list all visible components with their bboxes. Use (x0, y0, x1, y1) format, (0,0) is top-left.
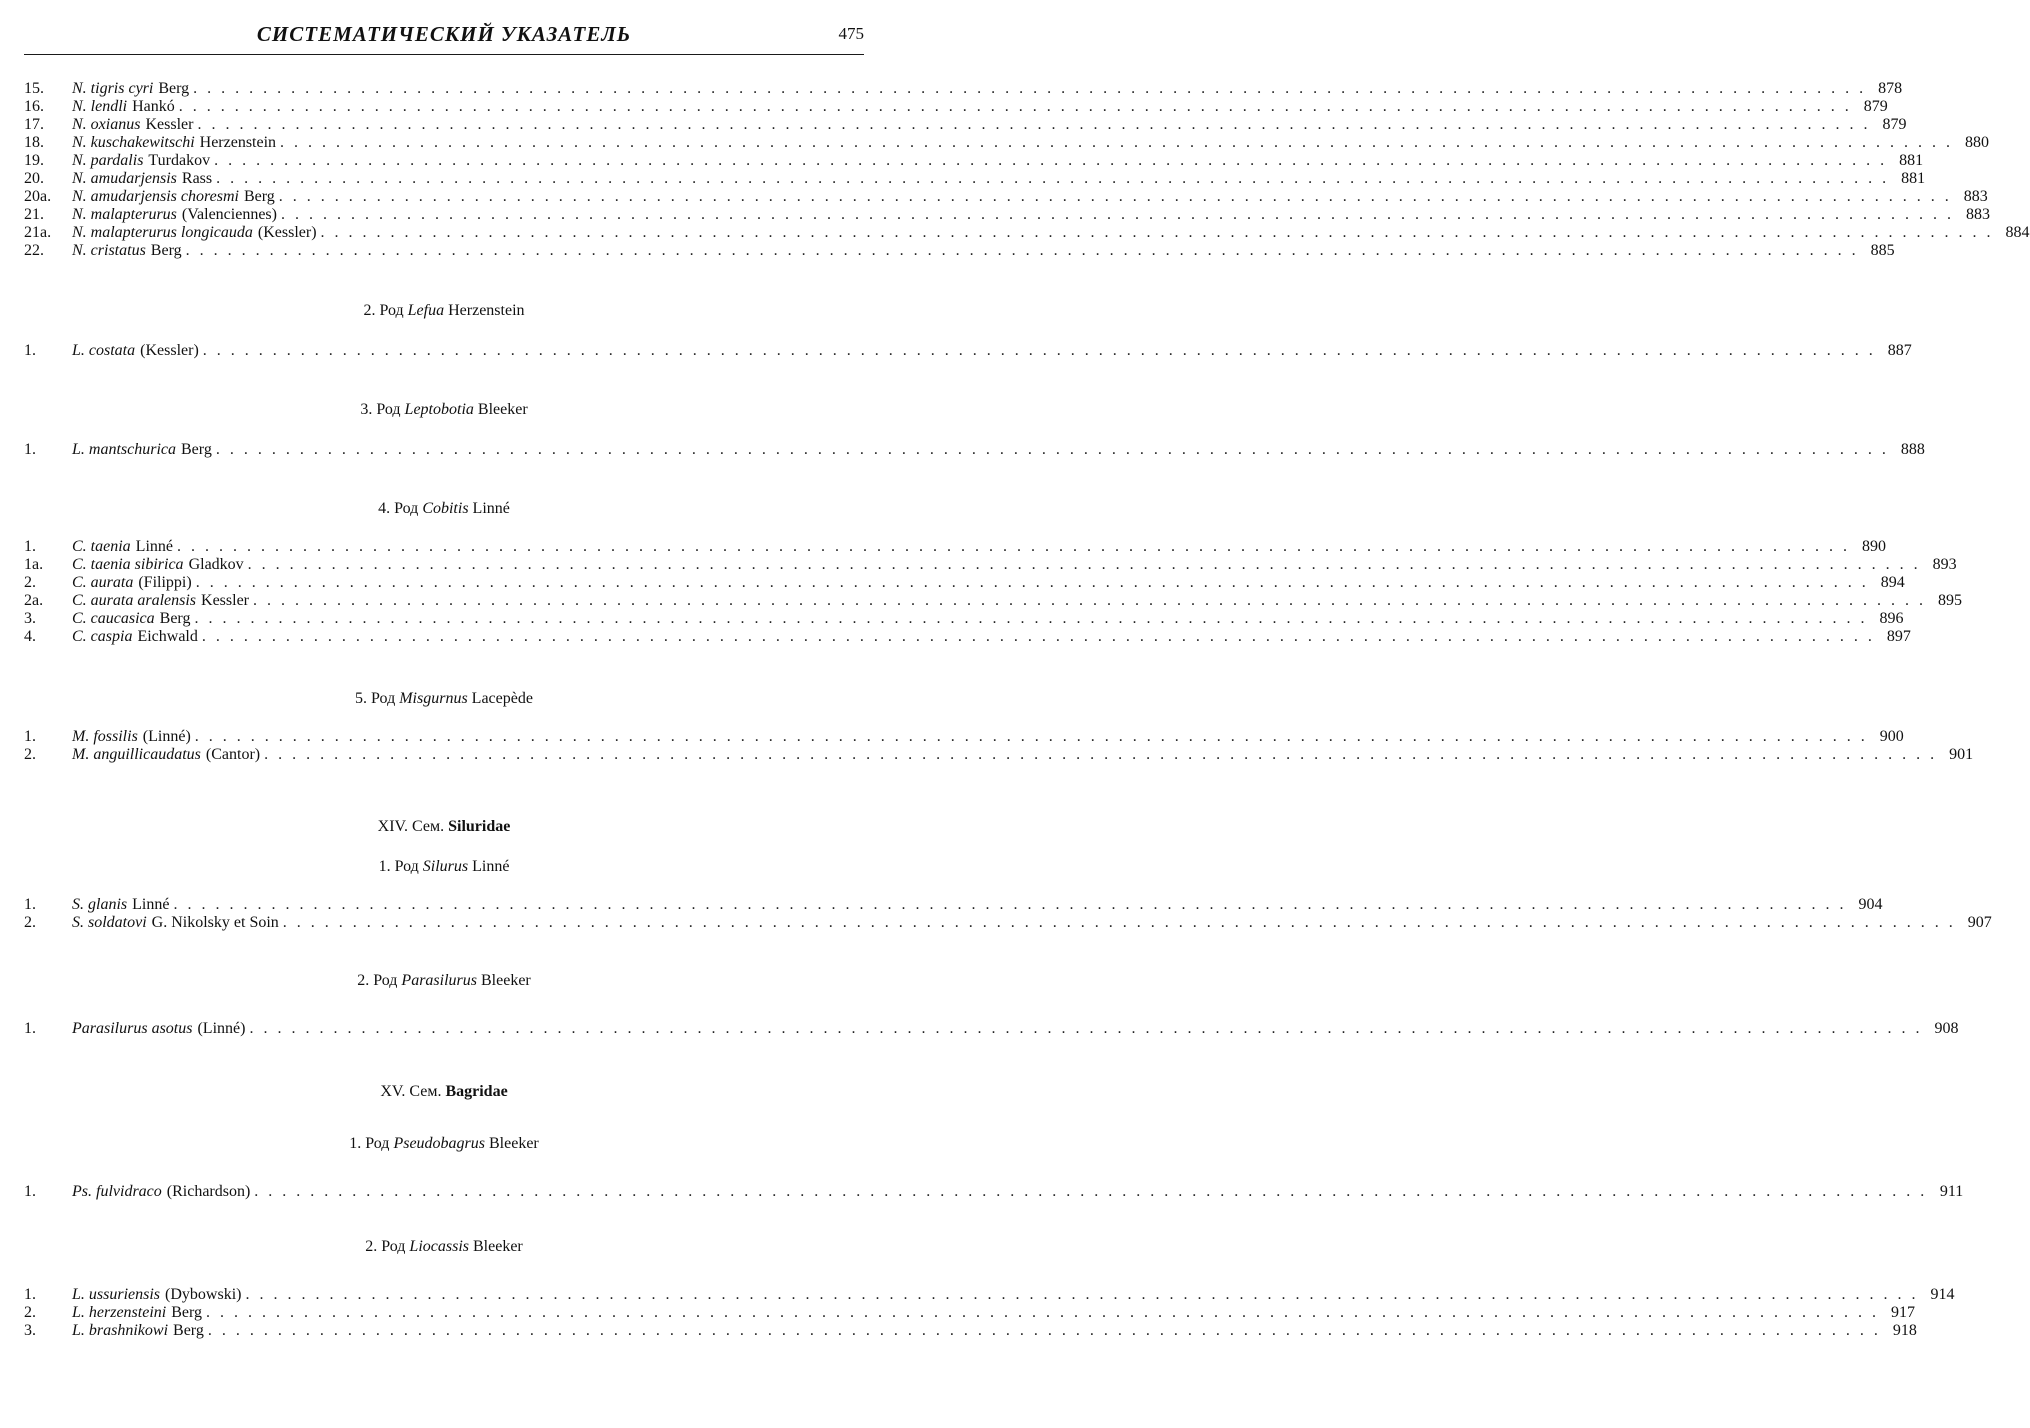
species-name: L. ussuriensis (72, 1286, 161, 1303)
dot-leader: . . . . . . . . . . . . . . . . . . . . . . . . . . . . . . . . . . . . . . . . . . . . . . . . . . . . . . . . . . . . . . . . . . . . . . . . . . . . . . . . . . . . . . . . . . . . . . . . . . . . . . . . . . . . . . . . . . . . . . . . (202, 342, 1876, 359)
genus-author: Bleeker (469, 1238, 523, 1255)
page-reference[interactable]: 900 (1879, 728, 1904, 745)
species-name: N. tigris cyri (72, 80, 154, 97)
dot-leader: . . . . . . . . . . . . . . . . . . . . . . . . . . . . . . . . . . . . . . . . . . . . . . . . . . . . . . . . . . . . . . . . . . . . . . . . . . . . . . . . . . . . . . . . . . . . . . . . . . . . . . . . . . . . . . . . . . . . . . . . (201, 628, 1875, 645)
species-author: (Valenciennes) (181, 206, 277, 223)
index-entry (24, 574, 1905, 592)
dot-leader: . . . . . . . . . . . . . . . . . . . . . . . . . . . . . . . . . . . . . . . . . . . . . . . . . . . . . . . . . . . . . . . . . . . . . . . . . . . . . . . . . . . . . . . . . . . . . . . . . . . . . . . . . . . . . . . . . . . . . . . . (197, 116, 1871, 133)
entry-number: 20a. (24, 188, 52, 205)
species-name: N. malapterurus longicauda (72, 224, 253, 241)
species-author: Berg (173, 1322, 204, 1339)
genus-author: Bleeker (485, 1135, 539, 1152)
genus-prefix: 2. Род (365, 1238, 410, 1255)
genus-name: Liocassis (409, 1238, 469, 1255)
index-entry (24, 206, 1990, 224)
species-name: N. malapterurus (72, 206, 177, 223)
index-entry (24, 592, 1962, 610)
index-entry (24, 340, 1912, 361)
entry-number: 2. (24, 914, 36, 931)
index-entry (24, 242, 1895, 260)
genus-prefix: 4. Род (378, 500, 423, 517)
species-list (24, 1018, 1959, 1039)
genus-heading (24, 1236, 864, 1258)
species-name: C. taenia sibirica (72, 556, 184, 573)
entry-number: 2. (24, 1304, 36, 1321)
index-entry (24, 134, 1990, 152)
genus-author: Linné (468, 500, 510, 517)
species-author: Hankó (132, 98, 175, 115)
entry-number: 1. (24, 441, 36, 458)
species-author: Berg (181, 441, 212, 458)
family-heading (24, 816, 864, 838)
species-name: N. pardalis (72, 152, 144, 169)
dot-leader: . . . . . . . . . . . . . . . . . . . . . . . . . . . . . . . . . . . . . . . . . . . . . . . . . . . . . . . . . . . . . . . . . . . . . . . . . . . . . . . . . . . . . . . . . . . . . . . . . . . . . . . . . . . . . . . . . . . . . . . . (320, 224, 1994, 241)
dot-leader: . . . . . . . . . . . . . . . . . . . . . . . . . . . . . . . . . . . . . . . . . . . . . . . . . . . . . . . . . . . . . . . . . . . . . . . . . . . . . . . . . . . . . . . . . . . . . . . . . . . . . . . . . . . . . . . . . . . . . . . . (206, 1304, 1880, 1321)
genus-prefix: 2. Род (363, 302, 408, 319)
family-heading (24, 1081, 864, 1103)
dot-leader: . . . . . . . . . . . . . . . . . . . . . . . . . . . . . . . . . . . . . . . . . . . . . . . . . . . . . . . . . . . . . . . . . . . . . . . . . . . . . . . . . . . . . . . . . . . . . . . . . . . . . . . . . . . . . . . . . . . . . . . . (185, 242, 1859, 259)
species-name: S. glanis (72, 896, 128, 913)
dot-leader: . . . . . . . . . . . . . . . . . . . . . . . . . . . . . . . . . . . . . . . . . . . . . . . . . . . . . . . . . . . . . . . . . . . . . . . . . . . . . . . . . . . . . . . . . . . . . . . . . . . . . . . . . . . . . . . . . . . . . . . . (214, 152, 1888, 169)
species-author: Kessler (201, 592, 249, 609)
genus-author: Herzenstein (444, 302, 525, 319)
species-name: N. amudarjensis (72, 170, 177, 187)
entry-number: 1. (24, 728, 36, 745)
species-name: C. aurata aralensis (72, 592, 197, 609)
entry-number: 17. (24, 116, 44, 133)
species-name: N. oxianus (72, 116, 141, 133)
species-author: (Kessler) (257, 224, 317, 241)
species-name: C. aurata (72, 574, 134, 591)
species-author: Berg (158, 80, 190, 97)
species-name: Ps. fulvidraco (72, 1183, 162, 1200)
species-author: (Dybowski) (165, 1286, 242, 1303)
genus-heading (24, 399, 864, 421)
species-list (24, 80, 2030, 260)
genus-heading (24, 300, 864, 322)
genus-author: Linné (468, 858, 510, 875)
dot-leader: . . . . . . . . . . . . . . . . . . . . . . . . . . . . . . . . . . . . . . . . . . . . . . . . . . . . . . . . . . . . . . . . . . . . . . . . . . . . . . . . . . . . . . . . . . . . . . . . . . . . . . . . . . . . . . . . . . . . . . . . (280, 134, 1954, 151)
genus-name: Silurus (422, 858, 469, 875)
genus-prefix: 2. Род (357, 972, 402, 989)
dot-leader: . . . . . . . . . . . . . . . . . . . . . . . . . . . . . . . . . . . . . . . . . . . . . . . . . . . . . . . . . . . . . . . . . . . . . . . . . . . . . . . . . . . . . . . . . . . . . . . . . . . . . . . . . . . . . . . . . . . . . . . . (216, 170, 1890, 187)
species-name: N. amudarjensis choresmi (72, 188, 239, 205)
index-entry (24, 556, 1957, 574)
species-name: L. brashnikowi (72, 1322, 169, 1339)
entry-number: 19. (24, 152, 44, 169)
genus-heading (24, 970, 864, 992)
entry-number: 16. (24, 98, 44, 115)
page-reference[interactable]: 896 (1879, 610, 1904, 627)
species-name: L. costata (72, 342, 136, 359)
index-entry (24, 1286, 1955, 1304)
page-reference[interactable]: 911 (1939, 1183, 1964, 1200)
page-reference[interactable]: 890 (1862, 538, 1886, 555)
page-reference[interactable]: 881 (1901, 170, 1926, 187)
page-reference[interactable]: 904 (1858, 896, 1883, 913)
page-reference[interactable]: 908 (1934, 1020, 1959, 1037)
species-name: L. mantschurica (72, 441, 176, 458)
genus-heading (24, 498, 864, 520)
index-entry (24, 224, 2030, 242)
dot-leader: . . . . . . . . . . . . . . . . . . . . . . . . . . . . . . . . . . . . . . . . . . . . . . . . . . . . . . . . . . . . . . . . . . . . . . . . . . . . . . . . . . . . . . . . . . . . . . . . . . . . . . . . . . . . . . . . . . . . . . . . (207, 1322, 1881, 1339)
page-reference[interactable]: 881 (1899, 152, 1924, 169)
species-name: N. cristatus (72, 242, 146, 259)
species-author: (Filippi) (138, 574, 192, 591)
species-list (24, 896, 1992, 932)
species-author: (Richardson) (166, 1183, 251, 1200)
species-name: S. soldatovi (72, 914, 147, 931)
page-reference[interactable]: 887 (1887, 342, 1912, 359)
species-author: Kessler (145, 116, 194, 133)
entry-number: 22. (24, 242, 44, 259)
species-author: Berg (159, 610, 191, 627)
entry-number: 15. (24, 80, 44, 97)
genus-prefix: 5. Род (355, 690, 400, 707)
species-name: M. anguillicaudatus (72, 746, 201, 763)
species-author: Berg (243, 188, 275, 205)
index-entry (24, 746, 1974, 764)
species-author: Eichwald (137, 628, 198, 645)
dot-leader: . . . . . . . . . . . . . . . . . . . . . . . . . . . . . . . . . . . . . . . . . . . . . . . . . . . . . . . . . . . . . . . . . . . . . . . . . . . . . . . . . . . . . . . . . . . . . . . . . . . . . . . . . . . . . . . . . . . . . . . . (249, 1020, 1923, 1037)
genus-heading (24, 1133, 864, 1155)
dot-leader: . . . . . . . . . . . . . . . . . . . . . . . . . . . . . . . . . . . . . . . . . . . . . . . . . . . . . . . . . . . . . . . . . . . . . . . . . . . . . . . . . . . . . . . . . . . . . . . . . . . . . . . . . . . . . . . . . . . . . . . . (177, 538, 1850, 555)
dot-leader: . . . . . . . . . . . . . . . . . . . . . . . . . . . . . . . . . . . . . . . . . . . . . . . . . . . . . . . . . . . . . . . . . . . . . . . . . . . . . . . . . . . . . . . . . . . . . . . . . . . . . . . . . . . . . . . . . . . . . . . . (195, 574, 1869, 591)
genus-author: Bleeker (473, 401, 528, 418)
genus-prefix: 1. Род (349, 1135, 394, 1152)
entry-number: 1a. (24, 556, 44, 573)
species-author: Linné (132, 896, 170, 913)
index-entry (24, 610, 1904, 628)
index-entry (24, 538, 1886, 556)
dot-leader: . . . . . . . . . . . . . . . . . . . . . . . . . . . . . . . . . . . . . . . . . . . . . . . . . . . . . . . . . . . . . . . . . . . . . . . . . . . . . . . . . . . . . . . . . . . . . . . . . . . . . . . . . . . . . . . . . . . . . . . . (264, 746, 1938, 763)
page-reference[interactable]: 883 (1963, 188, 1988, 205)
page-header (24, 14, 864, 55)
family-prefix: XIV. Сем. (377, 818, 449, 835)
dot-leader: . . . . . . . . . . . . . . . . . . . . . . . . . . . . . . . . . . . . . . . . . . . . . . . . . . . . . . . . . . . . . . . . . . . . . . . . . . . . . . . . . . . . . . . . . . . . . . . . . . . . . . . . . . . . . . . . . . . . . . . . (280, 206, 1954, 223)
entry-number: 1. (24, 896, 36, 913)
species-author: (Linné) (142, 728, 191, 745)
species-list (24, 1286, 1955, 1340)
page-reference[interactable]: 914 (1930, 1286, 1955, 1303)
page-reference[interactable]: 893 (1932, 556, 1957, 573)
dot-leader: . . . . . . . . . . . . . . . . . . . . . . . . . . . . . . . . . . . . . . . . . . . . . . . . . . . . . . . . . . . . . . . . . . . . . . . . . . . . . . . . . . . . . . . . . . . . . . . . . . . . . . . . . . . . . . . . . . . . . . . . (247, 556, 1921, 573)
species-name: L. herzensteini (72, 1304, 167, 1321)
running-title: СИСТЕМАТИЧЕСКИЙ УКАЗАТЕЛЬ (256, 22, 632, 46)
entry-number: 20. (24, 170, 44, 187)
genus-name: Parasilurus (401, 972, 477, 989)
dot-leader: . . . . . . . . . . . . . . . . . . . . . . . . . . . . . . . . . . . . . . . . . . . . . . . . . . . . . . . . . . . . . . . . . . . . . . . . . . . . . . . . . . . . . . . . . . . . . . . . . . . . . . . . . . . . . . . . . . . . . . . . (194, 610, 1868, 627)
page-reference[interactable]: 879 (1882, 116, 1907, 133)
species-name: C. taenia (72, 538, 131, 555)
page-reference[interactable]: 879 (1863, 98, 1888, 115)
page-reference[interactable]: 885 (1870, 242, 1895, 259)
entry-number: 1. (24, 538, 36, 555)
index-entry (24, 188, 1988, 206)
species-author: Berg (171, 1304, 203, 1321)
genus-name: Lefua (407, 302, 445, 319)
species-author: (Kessler) (140, 342, 199, 359)
entry-number: 1. (24, 1183, 36, 1200)
page-number: 475 (838, 24, 864, 43)
entry-number: 2. (24, 746, 36, 763)
family-name: Bagridae (445, 1083, 508, 1100)
genus-name: Misgurnus (399, 690, 468, 707)
dot-leader: . . . . . . . . . . . . . . . . . . . . . . . . . . . . . . . . . . . . . . . . . . . . . . . . . . . . . . . . . . . . . . . . . . . . . . . . . . . . . . . . . . . . . . . . . . . . . . . . . . . . . . . . . . . . . . . . . . . . . . . . (215, 441, 1889, 458)
dot-leader: . . . . . . . . . . . . . . . . . . . . . . . . . . . . . . . . . . . . . . . . . . . . . . . . . . . . . . . . . . . . . . . . . . . . . . . . . . . . . . . . . . . . . . . . . . . . . . . . . . . . . . . . . . . . . . . . . . . . . . . . (282, 914, 1956, 931)
species-author: G. Nikolsky et Soin (151, 914, 279, 931)
family-prefix: XV. Сем. (380, 1083, 446, 1100)
entry-number: 1. (24, 1020, 36, 1037)
species-list (24, 439, 1925, 460)
index-entry (24, 439, 1925, 460)
species-name: N. lendli (72, 98, 128, 115)
species-name: N. kuschakewitschi (72, 134, 195, 151)
page-reference[interactable]: 917 (1891, 1304, 1916, 1321)
page-reference[interactable]: 907 (1967, 914, 1992, 931)
entry-number: 21. (24, 206, 44, 223)
genus-author: Bleeker (477, 972, 531, 989)
entry-number: 3. (24, 610, 36, 627)
species-author: Rass (181, 170, 213, 187)
genus-name: Cobitis (422, 500, 469, 517)
entry-number: 3. (24, 1322, 36, 1339)
species-name: C. caucasica (72, 610, 155, 627)
index-entry (24, 1322, 1917, 1340)
page-reference[interactable]: 901 (1949, 746, 1974, 763)
index-entry (24, 1181, 1964, 1202)
dot-leader: . . . . . . . . . . . . . . . . . . . . . . . . . . . . . . . . . . . . . . . . . . . . . . . . . . . . . . . . . . . . . . . . . . . . . . . . . . . . . . . . . . . . . . . . . . . . . . . . . . . . . . . . . . . . . . . . . . . . . . . . (245, 1286, 1919, 1303)
index-entry (24, 116, 1907, 134)
species-list (24, 1181, 1964, 1202)
species-author: Linné (135, 538, 173, 555)
species-list (24, 340, 1912, 361)
dot-leader: . . . . . . . . . . . . . . . . . . . . . . . . . . . . . . . . . . . . . . . . . . . . . . . . . . . . . . . . . . . . . . . . . . . . . . . . . . . . . . . . . . . . . . . . . . . . . . . . . . . . . . . . . . . . . . . . . . . . . . . . (173, 896, 1847, 913)
page-reference[interactable]: 918 (1892, 1322, 1917, 1339)
entry-number: 2a. (24, 592, 44, 609)
dot-leader: . . . . . . . . . . . . . . . . . . . . . . . . . . . . . . . . . . . . . . . . . . . . . . . . . . . . . . . . . . . . . . . . . . . . . . . . . . . . . . . . . . . . . . . . . . . . . . . . . . . . . . . . . . . . . . . . . . . . . . . . (193, 80, 1867, 97)
index-entry (24, 1304, 1916, 1322)
entry-number: 21a. (24, 224, 52, 241)
genus-name: Leptobotia (404, 401, 474, 418)
species-author: (Linné) (197, 1020, 246, 1037)
species-author: Berg (150, 242, 182, 259)
entry-number: 1. (24, 1286, 36, 1303)
page-reference[interactable]: 894 (1880, 574, 1905, 591)
family-name: Siluridae (448, 818, 511, 835)
index-entry (24, 728, 1904, 746)
species-name: Parasilurus asotus (72, 1020, 193, 1037)
genus-author: Lacepède (467, 690, 533, 707)
dot-leader: . . . . . . . . . . . . . . . . . . . . . . . . . . . . . . . . . . . . . . . . . . . . . . . . . . . . . . . . . . . . . . . . . . . . . . . . . . . . . . . . . . . . . . . . . . . . . . . . . . . . . . . . . . . . . . . . . . . . . . . . (253, 592, 1926, 609)
species-author: Turdakov (148, 152, 211, 169)
species-list (24, 728, 1974, 764)
species-list (24, 538, 1962, 646)
entry-number: 18. (24, 134, 44, 151)
index-entry (24, 914, 1992, 932)
species-author: Gladkov (188, 556, 244, 573)
page-reference[interactable]: 880 (1965, 134, 1990, 151)
species-name: M. fossilis (72, 728, 138, 745)
dot-leader: . . . . . . . . . . . . . . . . . . . . . . . . . . . . . . . . . . . . . . . . . . . . . . . . . . . . . . . . . . . . . . . . . . . . . . . . . . . . . . . . . . . . . . . . . . . . . . . . . . . . . . . . . . . . . . . . . . . . . . . . (194, 728, 1868, 745)
entry-number: 1. (24, 342, 36, 359)
entry-number: 2. (24, 574, 36, 591)
genus-heading (24, 856, 864, 878)
index-entry (24, 98, 1888, 116)
dot-leader: . . . . . . . . . . . . . . . . . . . . . . . . . . . . . . . . . . . . . . . . . . . . . . . . . . . . . . . . . . . . . . . . . . . . . . . . . . . . . . . . . . . . . . . . . . . . . . . . . . . . . . . . . . . . . . . . . . . . . . . . (178, 98, 1852, 115)
species-author: (Cantor) (205, 746, 261, 763)
index-content (24, 80, 2030, 1340)
index-entry (24, 1018, 1959, 1039)
dot-leader: . . . . . . . . . . . . . . . . . . . . . . . . . . . . . . . . . . . . . . . . . . . . . . . . . . . . . . . . . . . . . . . . . . . . . . . . . . . . . . . . . . . . . . . . . . . . . . . . . . . . . . . . . . . . . . . . . . . . . . . . (254, 1183, 1928, 1200)
species-author: Herzenstein (199, 134, 277, 151)
genus-prefix: 3. Род (360, 401, 405, 418)
index-entry (24, 170, 1926, 188)
index-entry (24, 628, 1911, 646)
genus-name: Pseudobagrus (393, 1135, 485, 1152)
index-entry (24, 152, 1924, 170)
page-reference[interactable]: 888 (1900, 441, 1925, 458)
page-reference[interactable]: 884 (2005, 224, 2030, 241)
entry-number: 4. (24, 628, 36, 645)
genus-prefix: 1. Род (378, 858, 423, 875)
species-name: C. caspia (72, 628, 133, 645)
index-entry (24, 896, 1883, 914)
dot-leader: . . . . . . . . . . . . . . . . . . . . . . . . . . . . . . . . . . . . . . . . . . . . . . . . . . . . . . . . . . . . . . . . . . . . . . . . . . . . . . . . . . . . . . . . . . . . . . . . . . . . . . . . . . . . . . . . . . . . . . . . (278, 188, 1952, 205)
page-reference[interactable]: 878 (1878, 80, 1903, 97)
page-reference[interactable]: 883 (1965, 206, 1990, 223)
index-entry (24, 80, 1903, 98)
page-reference[interactable]: 895 (1938, 592, 1962, 609)
page-reference[interactable]: 897 (1886, 628, 1911, 645)
genus-heading (24, 688, 864, 710)
